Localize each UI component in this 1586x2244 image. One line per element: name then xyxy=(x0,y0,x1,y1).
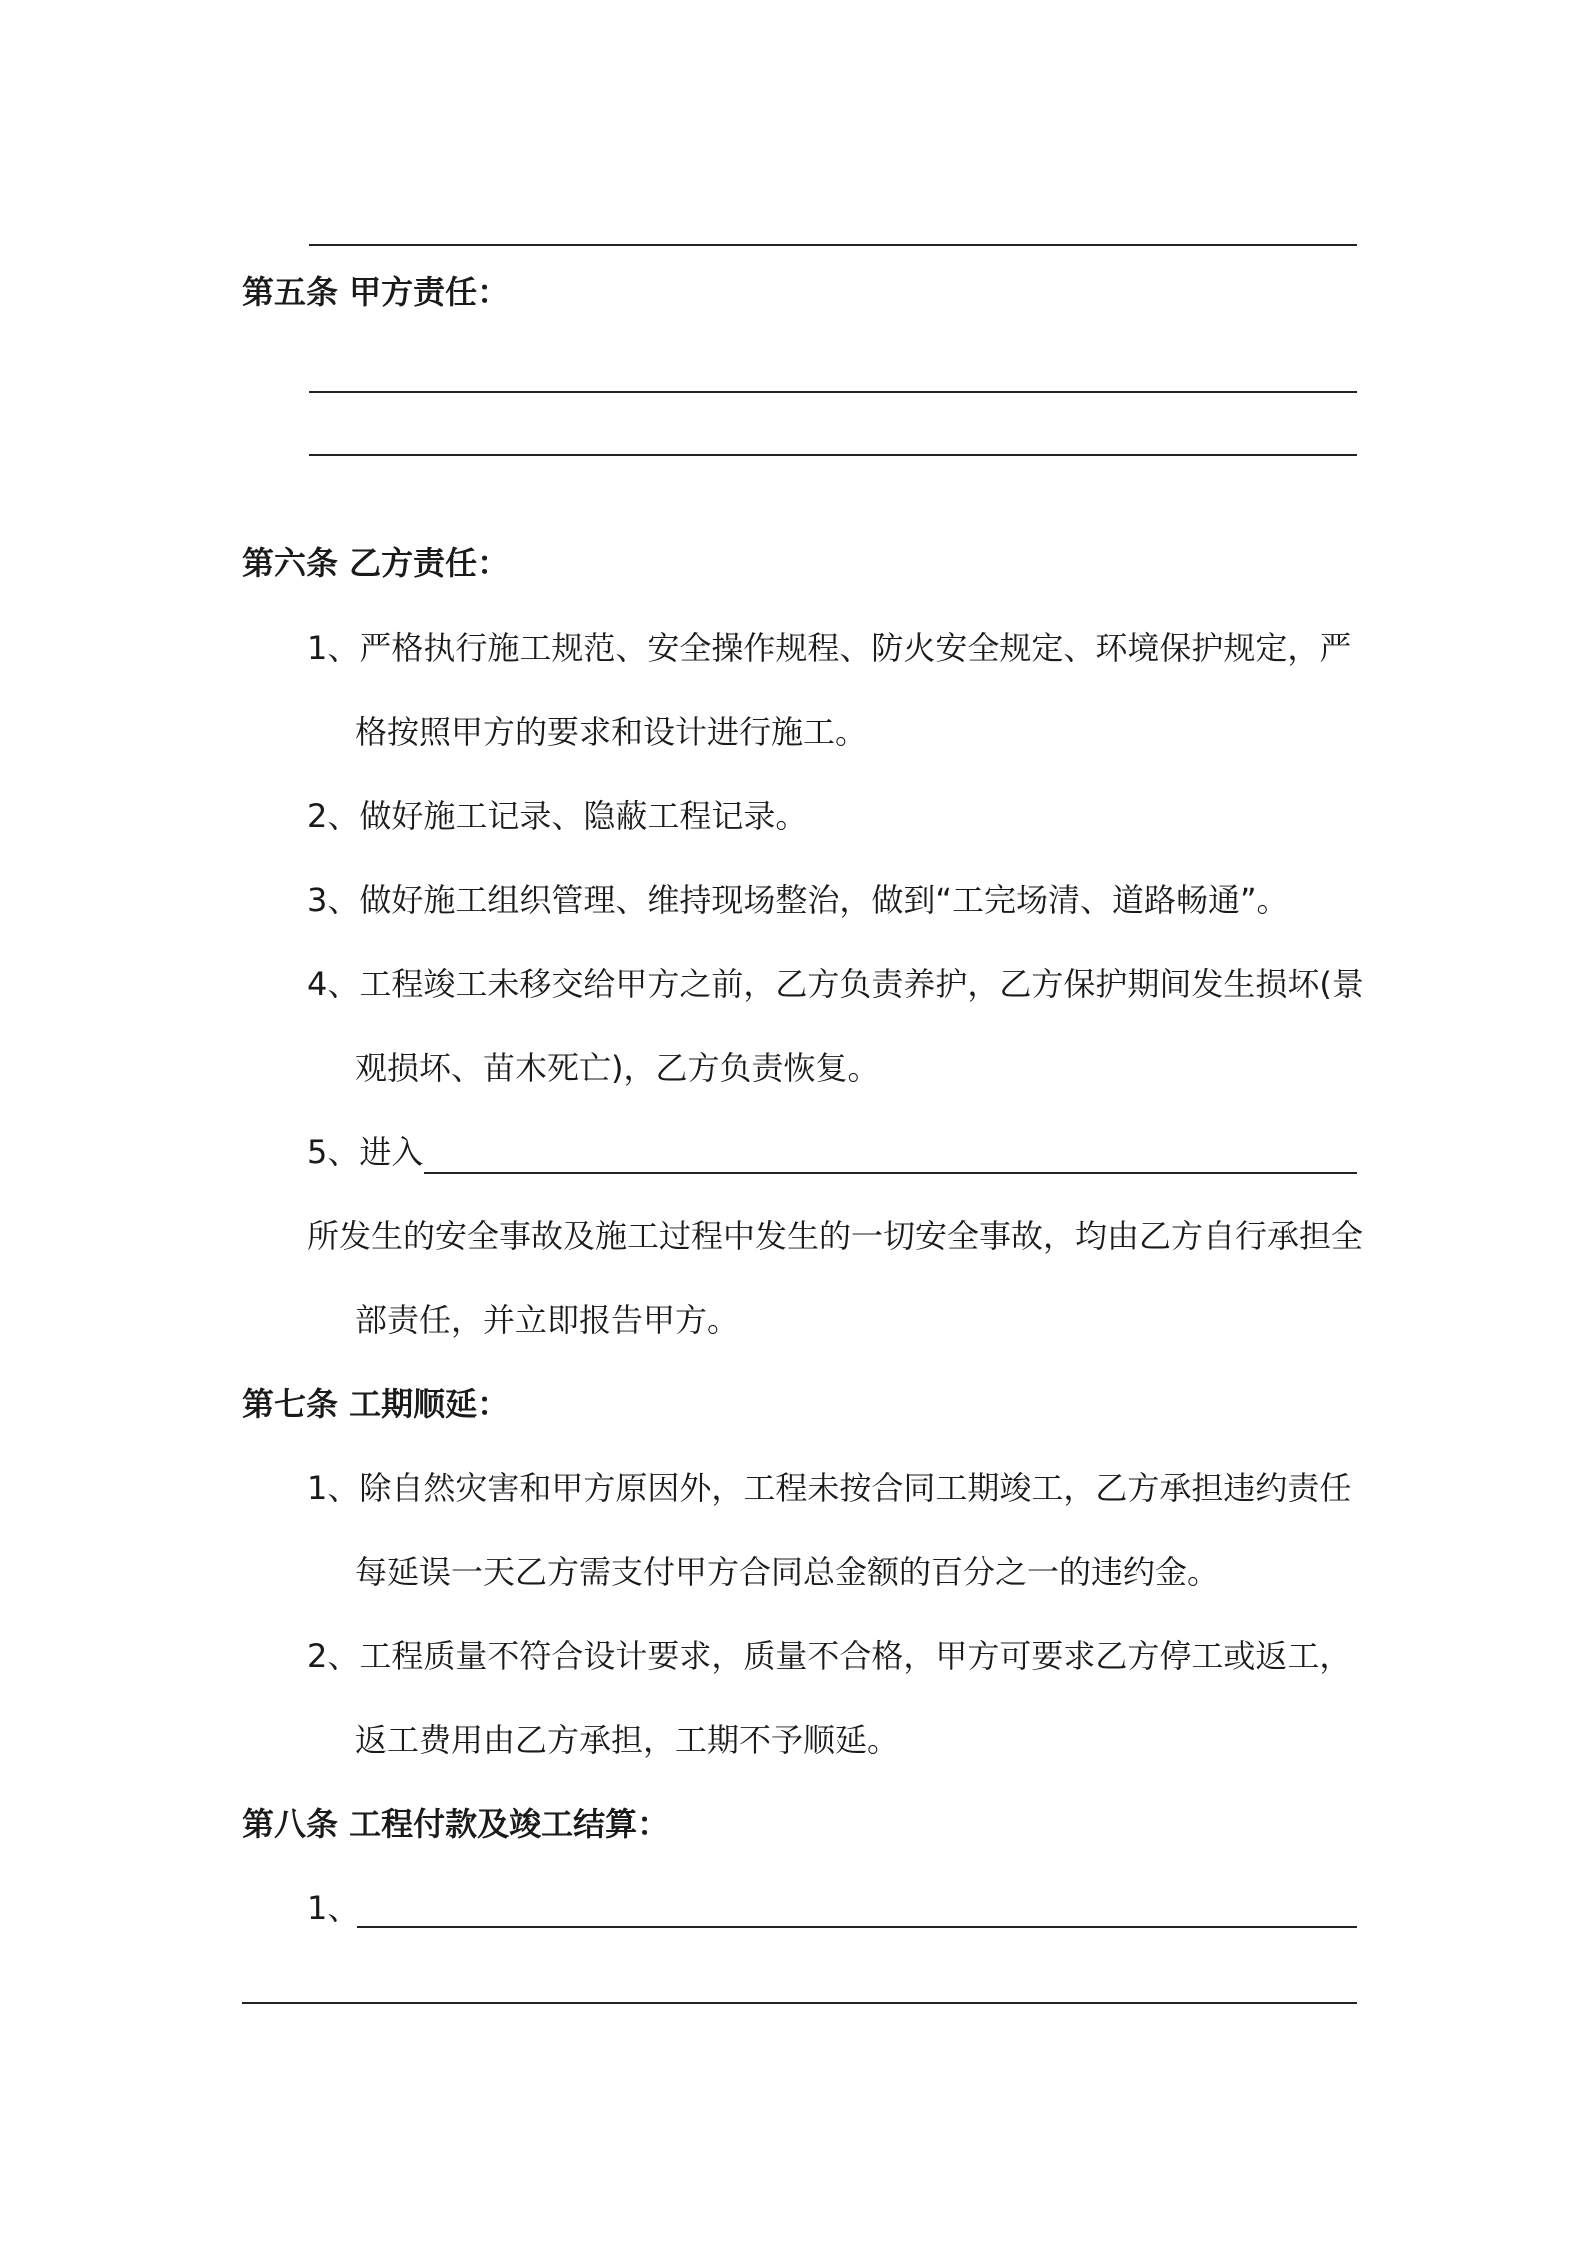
article6-item3: 3、做好施工组织管理、维持现场整治，做到“工完场清、道路畅通”。 xyxy=(307,881,1289,919)
article7-item2-line1: 2、工程质量不符合设计要求，质量不合格，甲方可要求乙方停工或返工， xyxy=(307,1637,1352,1675)
article5-blank-line-1 xyxy=(309,391,1357,393)
article6-item5-prefix: 5、进入 xyxy=(307,1133,424,1171)
blank-line-top xyxy=(309,244,1357,246)
article8-item1-prefix: 1、 xyxy=(307,1889,360,1927)
article6-item5-line2: 所发生的安全事故及施工过程中发生的一切安全事故，均由乙方自行承担全 xyxy=(307,1217,1364,1255)
article7-item1-line1: 1、除自然灾害和甲方原因外，工程未按合同工期竣工，乙方承担违约责任 xyxy=(307,1469,1352,1507)
article6-item5-blank-line xyxy=(424,1172,1357,1174)
article8-item1-blank-line xyxy=(357,1926,1357,1928)
article8-blank-line-2 xyxy=(242,2002,1357,2004)
article6-item5-line3: 部责任，并立即报告甲方。 xyxy=(355,1301,740,1339)
article6-item4-line2: 观损坏、苗木死亡)，乙方负责恢复。 xyxy=(355,1049,880,1087)
article8-heading: 第八条 工程付款及竣工结算： xyxy=(242,1805,670,1843)
article7-heading: 第七条 工期顺延： xyxy=(242,1385,510,1423)
article5-blank-line-2 xyxy=(309,454,1357,456)
article6-item2: 2、做好施工记录、隐蔽工程记录。 xyxy=(307,797,808,835)
article6-heading: 第六条 乙方责任： xyxy=(242,544,510,582)
article7-item1-line2: 每延误一天乙方需支付甲方合同总金额的百分之一的违约金。 xyxy=(355,1553,1220,1591)
article6-item1-line2: 格按照甲方的要求和设计进行施工。 xyxy=(355,713,868,751)
article6-item1-line1: 1、严格执行施工规范、安全操作规程、防火安全规定、环境保护规定，严 xyxy=(307,629,1352,667)
article5-heading: 第五条 甲方责任： xyxy=(242,273,510,311)
article7-item2-line2: 返工费用由乙方承担，工期不予顺延。 xyxy=(355,1721,900,1759)
article6-item4-line1: 4、工程竣工未移交给甲方之前，乙方负责养护，乙方保护期间发生损坏(景 xyxy=(307,965,1364,1003)
